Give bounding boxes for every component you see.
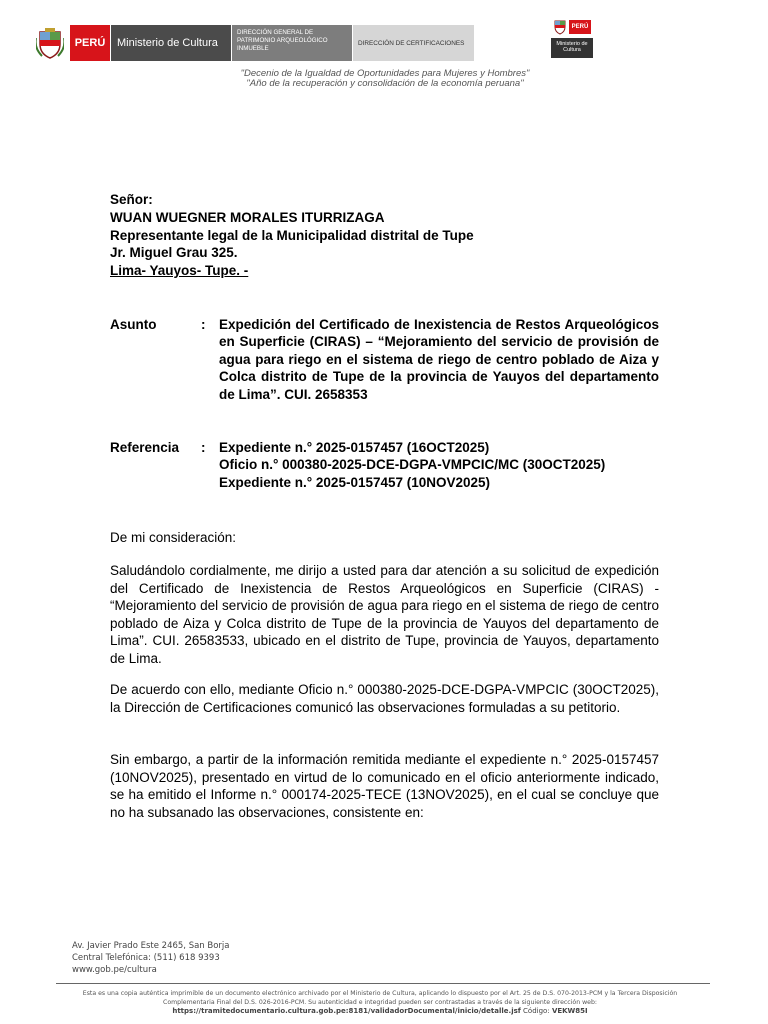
referencia-item: Expediente n.° 2025-0157457 (10NOV2025) bbox=[219, 475, 491, 490]
asunto-label: Asunto bbox=[110, 317, 157, 332]
logo-ministry-label: Ministerio de Cultura bbox=[551, 38, 593, 58]
recipient-role: Representante legal de la Municipalidad distrital de Tupe bbox=[110, 228, 474, 243]
motto-line-1: "Decenio de la Igualdad de Oportunidades para Mujeres y Hombres" bbox=[240, 68, 530, 79]
greeting: De mi consideración: bbox=[110, 530, 237, 545]
footer-authenticity-note: Esta es una copia auténtica imprimible de un documento electrónico archivado por el Ministerio de Cultura, aplicando lo dispuesto por el Art. 25 de D.S. 070-2013-PCM y la Tercera Disposición Complementaria Final del D.S. 026-2016-PCM. Su autenticidad e integridad pueden ser contrastadas a través de la siguiente dirección web: bbox=[82, 990, 678, 1006]
ministry-logo bbox=[551, 18, 593, 58]
motto-line-2: "Año de la recuperación y consolidación de la economía peruana" bbox=[246, 78, 524, 89]
validation-url-link[interactable]: https://tramitedocumentario.cultura.gob.pe:8181/validadorDocumental/inicio/detalle.jsf bbox=[172, 1007, 521, 1015]
paragraph-2: De acuerdo con ello, mediante Oficio n.° 000380-2025-DCE-DGPA-VMPCIC (30OCT2025), la Dirección de Certificaciones comunicó las observaciones formuladas a su petitorio. bbox=[110, 682, 659, 715]
footer-validation bbox=[60, 1007, 700, 1015]
logo-peru-badge: PERÚ bbox=[569, 20, 591, 34]
footer-address-line: Av. Javier Prado Este 2465, San Borja bbox=[72, 941, 230, 951]
coat-of-arms-icon bbox=[36, 28, 64, 60]
coat-of-arms-small-icon bbox=[553, 19, 567, 35]
validation-code-label: Código: bbox=[523, 1007, 550, 1015]
general-directorate-badge: DIRECCIÓN GENERAL DE PATRIMONIO ARQUEOLÓGICO INMUEBLE bbox=[232, 25, 352, 61]
paragraph-3: Sin embargo, a partir de la información remitida mediante el expediente n.° 2025-0157457 (10NOV2025), presentado en virtud de lo comunicado en el oficio anteriormente indicado, se ha emitido el Informe n.° 000174-2025-TECE (13NOV2025), en el cual se concluye que no ha subsanado las observaciones, consistente en: bbox=[110, 752, 659, 820]
footer-divider bbox=[56, 983, 710, 984]
footer-web-line: www.gob.pe/cultura bbox=[72, 965, 157, 975]
peru-badge: PERÚ bbox=[70, 25, 110, 61]
referencia-colon: : bbox=[201, 440, 206, 455]
footer-phone-line: Central Telefónica: (511) 618 9393 bbox=[72, 953, 220, 963]
asunto-text: Expedición del Certificado de Inexistencia de Restos Arqueológicos en Superficie (CIRAS) – “Mejoramiento del servicio de provisión de agua para riego en el sistema de riego de centro poblado de Aiza y Colca distrito de Tupe de la provincia de Yauyos del departamento de Lima”. CUI. 2658353 bbox=[219, 317, 659, 402]
footer-address bbox=[72, 940, 230, 976]
referencia-item: Oficio n.° 000380-2025-DCE-DGPA-VMPCIC/MC (30OCT2025) bbox=[219, 457, 606, 472]
validation-code: VEKW85I bbox=[551, 1007, 588, 1015]
referencia-item: Expediente n.° 2025-0157457 (16OCT2025) bbox=[219, 440, 490, 455]
recipient-name: WUAN WUEGNER MORALES ITURRIZAGA bbox=[110, 210, 385, 225]
recipient-address: Jr. Miguel Grau 325. bbox=[110, 245, 238, 260]
asunto-colon: : bbox=[201, 317, 206, 332]
salutation: Señor: bbox=[110, 192, 153, 207]
recipient-city: Lima- Yauyos- Tupe. - bbox=[110, 263, 249, 278]
directorate-badge: DIRECCIÓN DE CERTIFICACIONES bbox=[353, 25, 474, 61]
referencia-label: Referencia bbox=[110, 440, 180, 455]
ministry-badge: Ministerio de Cultura bbox=[111, 25, 231, 61]
paragraph-1: Saludándolo cordialmente, me dirijo a usted para dar atención a su solicitud de expedición del Certificado de Inexistencia de Restos Arqueológicos en Superficie (CIRAS) - “Mejoramiento del servicio de provisión de agua para riego en el sistema de riego de centro poblado de Aiza y Colca distrito de Tupe de la provincia de Yauyos del departamento de Lima”. CUI. 26583533, ubicado en el distrito de Tupe, provincia de Yauyos, departamento de Lima. bbox=[110, 563, 659, 666]
